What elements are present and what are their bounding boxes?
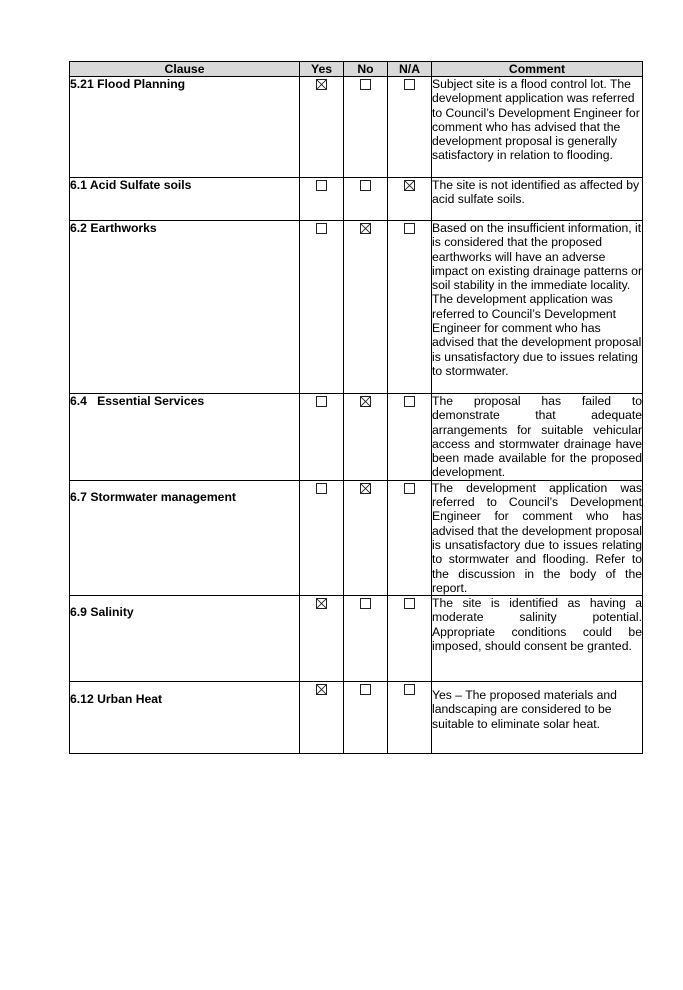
cross-mark-icon [317,599,326,608]
clause-cell: 6.4 Essential Services [70,394,300,481]
comment-cell: The proposal has failed to demonstrate that adequate arrangements for suitable vehicular access and stormwater drainage have been made available for the proposed development. [432,394,642,480]
no-checkbox[interactable] [360,483,371,494]
na-cell [388,596,432,682]
cross-mark-icon [361,397,370,406]
yes-checkbox[interactable] [316,483,327,494]
table-row [70,178,643,221]
comment-cell: Subject site is a flood control lot. The development application was referred to Council’s Development Engineer for comment who has advised that the development proposal is generally satisfactory in relation to flooding. [432,77,643,178]
na-checkbox[interactable] [404,684,415,695]
no-checkbox[interactable] [360,396,371,407]
yes-cell [300,394,344,481]
no-cell [344,77,388,178]
no-checkbox[interactable] [360,598,371,609]
na-cell [388,178,432,221]
no-cell [344,178,388,221]
clause-cell: 6.1 Acid Sulfate soils [70,178,300,221]
header-na: N/A [388,62,432,77]
yes-checkbox[interactable] [316,223,327,234]
na-cell [388,77,432,178]
header-comment: Comment [432,62,643,77]
na-cell [388,394,432,481]
clause-cell: 6.12 Urban Heat [70,682,300,754]
table-row [70,480,643,595]
yes-cell [300,77,344,178]
yes-cell [300,682,344,754]
clause-compliance-table [69,61,643,754]
yes-cell [300,178,344,221]
no-checkbox[interactable] [360,180,371,191]
table-row [70,77,643,178]
na-checkbox[interactable] [404,79,415,90]
clause-cell: 6.9 Salinity [70,596,300,682]
no-cell [344,596,388,682]
cross-mark-icon [361,484,370,493]
no-cell [344,682,388,754]
yes-checkbox[interactable] [316,396,327,407]
na-cell [388,682,432,754]
yes-checkbox[interactable] [316,598,327,609]
no-checkbox[interactable] [360,79,371,90]
header-clause: Clause [70,62,300,77]
cross-mark-icon [317,685,326,694]
cross-mark-icon [317,80,326,89]
table-row [70,394,643,481]
no-cell [344,394,388,481]
yes-cell [300,221,344,394]
na-checkbox[interactable] [404,223,415,234]
no-cell [344,480,388,595]
cross-mark-icon [405,181,414,190]
table-row [70,596,643,682]
yes-checkbox[interactable] [316,684,327,695]
clause-cell: 6.2 Earthworks [70,221,300,394]
na-cell [388,480,432,595]
table-row [70,682,643,754]
yes-cell [300,596,344,682]
comment-cell: The site is identified as having a moderate salinity potential. Appropriate conditions could be imposed, should consent be granted. [432,596,643,682]
na-checkbox[interactable] [404,483,415,494]
comment-cell: The site is not identified as affected by acid sulfate soils. [432,178,643,221]
na-cell [388,221,432,394]
no-cell [344,221,388,394]
cross-mark-icon [361,224,370,233]
table-header-row [70,62,643,77]
comment-cell: Based on the insufficient information, it is considered that the proposed earthworks will have an adverse impact on existing drainage patterns or soil stability in the immediate locality. The development application was referred to Council’s Development Engineer for comment who has advised that the development proposal is unsatisfactory due to issues relating to stormwater. [432,221,643,394]
yes-checkbox[interactable] [316,79,327,90]
yes-checkbox[interactable] [316,180,327,191]
na-checkbox[interactable] [404,598,415,609]
no-checkbox[interactable] [360,684,371,695]
comment-cell: The development application was referred to Council’s Development Engineer for comment who has advised that the development proposal is unsatisfactory due to issues relating to stormwater and flooding. Refer to the discussion in the body of the report. [432,480,642,595]
header-yes: Yes [300,62,344,77]
yes-cell [300,480,344,595]
no-checkbox[interactable] [360,223,371,234]
comment-cell: Yes – The proposed materials and landscaping are considered to be suitable to eliminate solar heat. [432,682,643,754]
na-checkbox[interactable] [404,180,415,191]
clause-cell: 6.7 Stormwater management [70,480,300,595]
clause-cell: 5.21 Flood Planning [70,77,300,178]
header-no: No [344,62,388,77]
table-row [70,221,643,394]
na-checkbox[interactable] [404,396,415,407]
